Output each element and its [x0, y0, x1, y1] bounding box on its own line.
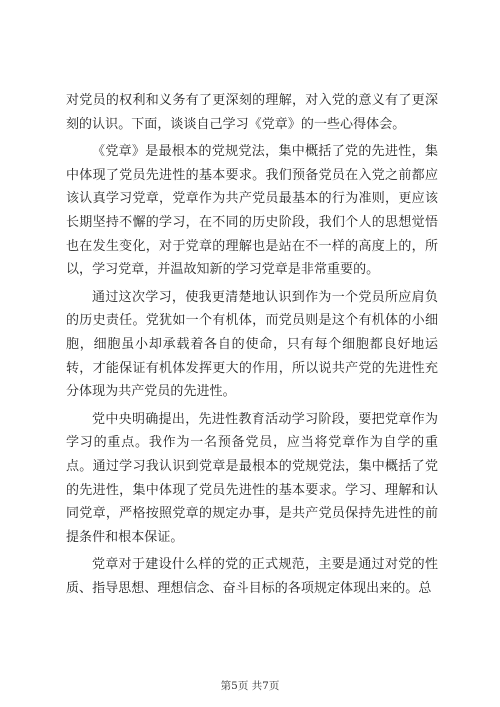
paragraph-4: 党中央明确提出，先进性教育活动学习阶段，要把党章作为学习的重点。我作为一名预备党员，应当将党章作为自学的重点。通过学习我认识到党章是最根本的党规党法，集中概括了党的先进性，集中体现了党员先进性的基本要求。学习、理解和认同党章，严格按照党章的规定办事，是共产党员保持先进性的前提条件和根本保证。 — [66, 411, 438, 545]
page-number-footer: 第5页 共7页 — [220, 680, 280, 692]
paragraph-2: 《党章》是最根本的党规党法，集中概括了党的先进性，集中体现了党员先进性的基本要求。我们预备党员在入党之前都应该认真学习党章，党章作为共产党员最基本的行为准则，更应该长期坚持不懈的学习，在不同的历史阶段，我们个人的思想觉悟也在发生变化，对于党章的理解也是站在不一样的高度上的，所以，学习党章，并温故知新的学习党章是非常重要的。 — [66, 144, 438, 278]
paragraph-1: 对党员的权利和义务有了更深刻的理解，对入党的意义有了更深刻的认识。下面，谈谈自己学习《党章》的一些心得体会。 — [66, 93, 438, 132]
paragraph-5: 党章对于建设什么样的党的正式规范，主要是通过对党的性质、指导思想、理想信念、奋斗目标的各项规定体现出来的。总 — [66, 557, 438, 596]
body-text — [66, 89, 438, 600]
paragraph-3: 通过这次学习，使我更清楚地认识到作为一个党员所应肩负的历史责任。党犹如一个有机体，而党员则是这个有机体的小细胞，细胞虽小却承载着各自的使命，只有每个细胞都良好地运转，才能保证有机体发挥更大的作用，所以说共产党的先进性充分体现为共产党员的先进性。 — [66, 289, 438, 400]
